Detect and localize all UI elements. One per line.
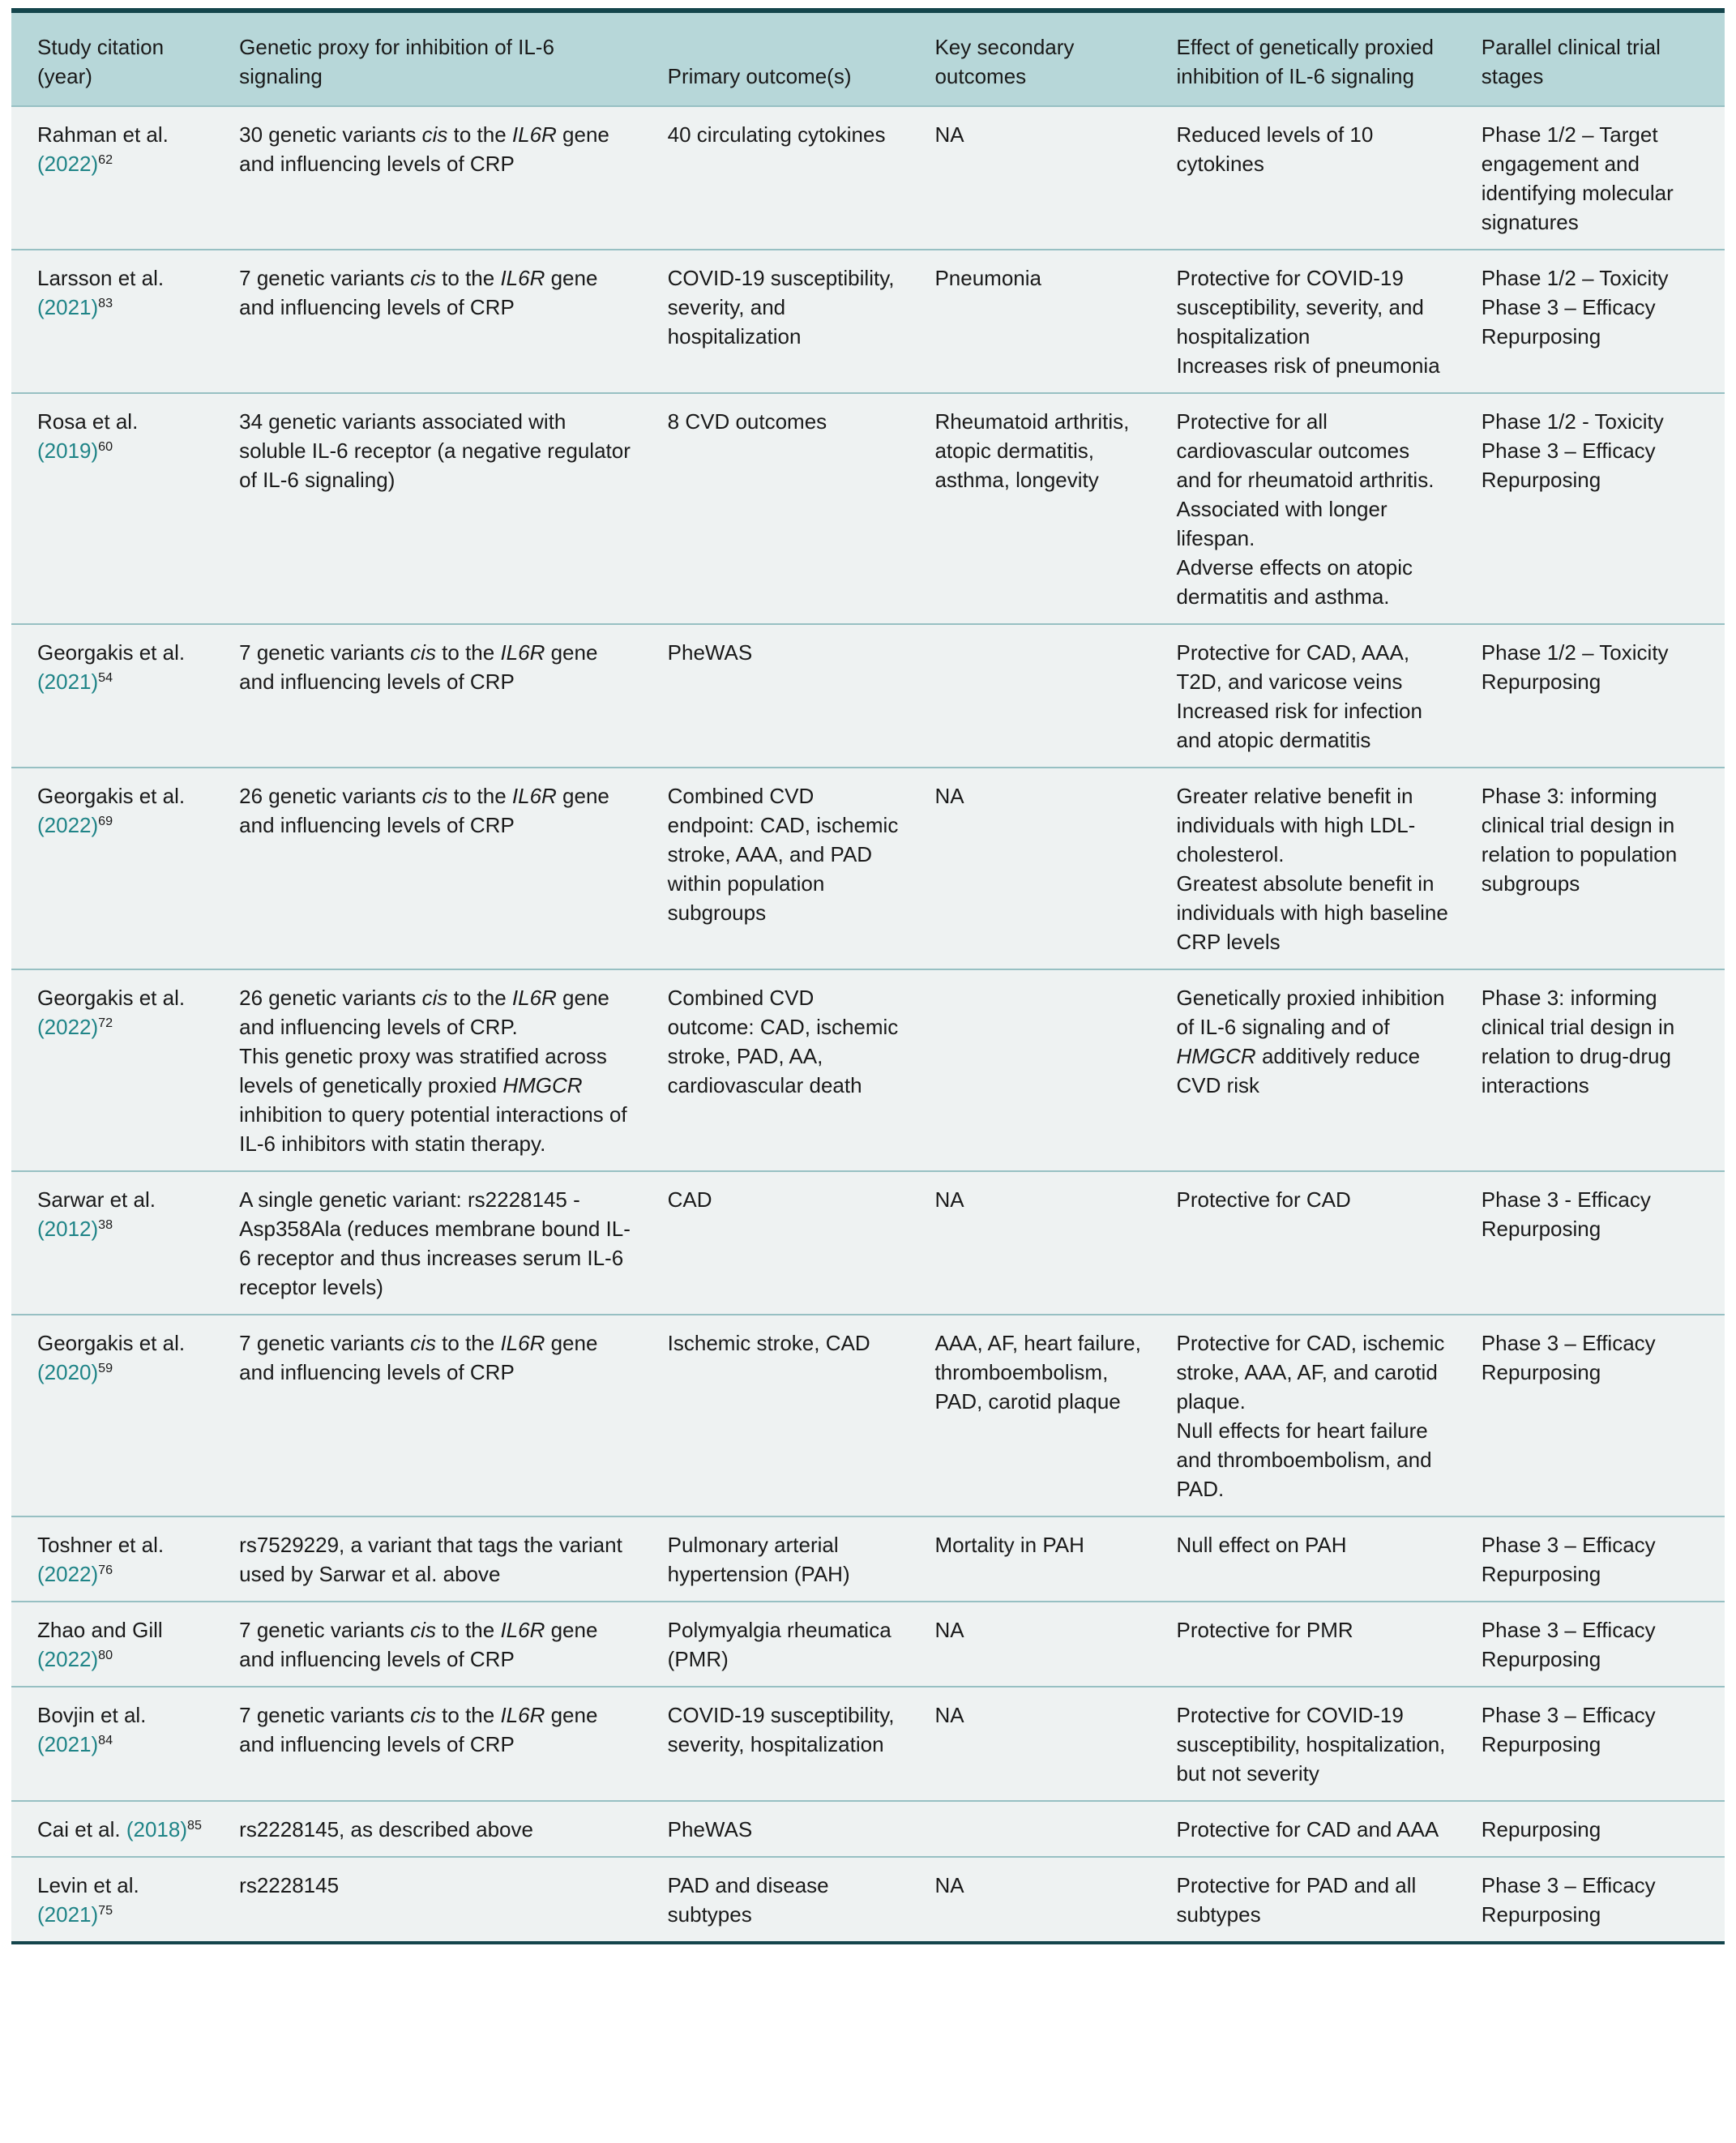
table-row bbox=[11, 393, 1725, 624]
cell-citation: Bovjin et al. $(2021)^{84}$ bbox=[11, 1687, 239, 1801]
cell-genetic_proxy: 7 genetic variants cis to the IL6R gene and influencing levels of CRP bbox=[239, 624, 668, 768]
cell-genetic_proxy: 34 genetic variants associated with soluble IL-6 receptor (a negative regulator of IL-6 signaling) bbox=[239, 393, 668, 624]
cell-trial_stages: Phase 3 – Efficacy Repurposing bbox=[1482, 1315, 1725, 1516]
column-header-primary_outcomes: Primary outcome(s) bbox=[668, 13, 935, 106]
cell-secondary_outcomes bbox=[934, 969, 1176, 1171]
cell-effect: Protective for CAD and AAA bbox=[1177, 1801, 1482, 1857]
reference-link[interactable]: (2020) bbox=[37, 1360, 99, 1384]
cell-effect: Protective for CAD, AAA, T2D, and varicose veins Increased risk for infection and atopic dermatitis bbox=[1177, 624, 1482, 768]
cell-genetic_proxy: rs7529229, a variant that tags the variant used by Sarwar et al. above bbox=[239, 1516, 668, 1602]
cell-citation: Georgakis et al. $(2022)^{72}$ bbox=[11, 969, 239, 1171]
table-header bbox=[11, 13, 1725, 106]
cell-genetic_proxy: 30 genetic variants cis to the IL6R gene and influencing levels of CRP bbox=[239, 106, 668, 250]
reference-link[interactable]: (2012) bbox=[37, 1217, 99, 1241]
cell-genetic_proxy: 7 genetic variants cis to the IL6R gene and influencing levels of CRP bbox=[239, 250, 668, 393]
cell-effect: Reduced levels of 10 cytokines bbox=[1177, 106, 1482, 250]
cell-secondary_outcomes: NA bbox=[934, 768, 1176, 969]
cell-citation: Cai et al. $(2018)^{85}$ bbox=[11, 1801, 239, 1857]
reference-link[interactable]: (2018) bbox=[126, 1817, 187, 1841]
cell-genetic_proxy: 26 genetic variants cis to the IL6R gene and influencing levels of CRP. This genetic proxy was stratified across levels of genetically proxied HMGCR inhibition to query potential interactions of IL-6 inhibitors with statin therapy. bbox=[239, 969, 668, 1171]
studies-table-container bbox=[11, 8, 1725, 1944]
cell-secondary_outcomes: Mortality in PAH bbox=[934, 1516, 1176, 1602]
cell-primary_outcomes: 40 circulating cytokines bbox=[668, 106, 935, 250]
table-row bbox=[11, 624, 1725, 768]
cell-trial_stages: Phase 3 – Efficacy Repurposing bbox=[1482, 1516, 1725, 1602]
cell-genetic_proxy: rs2228145 bbox=[239, 1857, 668, 1941]
cell-trial_stages: Phase 1/2 – Toxicity Repurposing bbox=[1482, 624, 1725, 768]
cell-trial_stages: Phase 3 – Efficacy Repurposing bbox=[1482, 1857, 1725, 1941]
table-row bbox=[11, 1857, 1725, 1941]
column-header-trial_stages: Parallel clinical trial stages bbox=[1482, 13, 1725, 106]
cell-genetic_proxy: A single genetic variant: rs2228145 - Asp358Ala (reduces membrane bound IL-6 receptor and thus increases serum IL-6 receptor levels) bbox=[239, 1171, 668, 1315]
cell-citation: Levin et al. $(2021)^{75}$ bbox=[11, 1857, 239, 1941]
table-row bbox=[11, 250, 1725, 393]
cell-secondary_outcomes: NA bbox=[934, 106, 1176, 250]
reference-link[interactable]: (2022) bbox=[37, 1647, 99, 1671]
cell-effect: Protective for all cardiovascular outcomes and for rheumatoid arthritis. Associated with longer lifespan. Adverse effects on atopic dermatitis and asthma. bbox=[1177, 393, 1482, 624]
cell-genetic_proxy: 26 genetic variants cis to the IL6R gene and influencing levels of CRP bbox=[239, 768, 668, 969]
cell-primary_outcomes: Combined CVD endpoint: CAD, ischemic stroke, AAA, and PAD within population subgroups bbox=[668, 768, 935, 969]
table-row bbox=[11, 1602, 1725, 1687]
table-row bbox=[11, 1687, 1725, 1801]
cell-effect: Greater relative benefit in individuals with high LDL-cholesterol. Greatest absolute benefit in individuals with high baseline CRP levels bbox=[1177, 768, 1482, 969]
reference-link[interactable]: (2021) bbox=[37, 1902, 99, 1927]
column-header-secondary_outcomes: Key secondary outcomes bbox=[934, 13, 1176, 106]
cell-citation: Rosa et al. $(2019)^{60}$ bbox=[11, 393, 239, 624]
cell-citation: Zhao and Gill $(2022)^{80}$ bbox=[11, 1602, 239, 1687]
cell-citation: Georgakis et al. $(2021)^{54}$ bbox=[11, 624, 239, 768]
cell-effect: Protective for PMR bbox=[1177, 1602, 1482, 1687]
cell-trial_stages: Repurposing bbox=[1482, 1801, 1725, 1857]
cell-secondary_outcomes: NA bbox=[934, 1687, 1176, 1801]
table-row bbox=[11, 1516, 1725, 1602]
cell-effect: Protective for COVID-19 susceptibility, severity, and hospitalization Increases risk of pneumonia bbox=[1177, 250, 1482, 393]
cell-secondary_outcomes: NA bbox=[934, 1857, 1176, 1941]
column-header-effect: Effect of genetically proxied inhibition of IL-6 signaling bbox=[1177, 13, 1482, 106]
reference-link[interactable]: (2022) bbox=[37, 1015, 99, 1039]
cell-citation: Georgakis et al. $(2020)^{59}$ bbox=[11, 1315, 239, 1516]
reference-link[interactable]: (2019) bbox=[37, 438, 99, 463]
studies-table bbox=[11, 13, 1725, 1941]
cell-secondary_outcomes: NA bbox=[934, 1602, 1176, 1687]
cell-genetic_proxy: 7 genetic variants cis to the IL6R gene and influencing levels of CRP bbox=[239, 1687, 668, 1801]
cell-trial_stages: Phase 1/2 – Toxicity Phase 3 – Efficacy Repurposing bbox=[1482, 250, 1725, 393]
table-row bbox=[11, 1801, 1725, 1857]
column-header-citation: Study citation (year) bbox=[11, 13, 239, 106]
cell-trial_stages: Phase 3: informing clinical trial design in relation to population subgroups bbox=[1482, 768, 1725, 969]
cell-primary_outcomes: PheWAS bbox=[668, 624, 935, 768]
cell-secondary_outcomes: AAA, AF, heart failure, thromboembolism, PAD, carotid plaque bbox=[934, 1315, 1176, 1516]
cell-effect: Protective for COVID-19 susceptibility, hospitalization, but not severity bbox=[1177, 1687, 1482, 1801]
cell-trial_stages: Phase 1/2 – Target engagement and identifying molecular signatures bbox=[1482, 106, 1725, 250]
cell-primary_outcomes: COVID-19 susceptibility, severity, hospitalization bbox=[668, 1687, 935, 1801]
cell-trial_stages: Phase 3 – Efficacy Repurposing bbox=[1482, 1602, 1725, 1687]
cell-primary_outcomes: Polymyalgia rheumatica (PMR) bbox=[668, 1602, 935, 1687]
cell-primary_outcomes: PAD and disease subtypes bbox=[668, 1857, 935, 1941]
table-row bbox=[11, 768, 1725, 969]
column-header-genetic_proxy: Genetic proxy for inhibition of IL-6 signaling bbox=[239, 13, 668, 106]
cell-primary_outcomes: Pulmonary arterial hypertension (PAH) bbox=[668, 1516, 935, 1602]
cell-effect: Null effect on PAH bbox=[1177, 1516, 1482, 1602]
cell-primary_outcomes: COVID-19 susceptibility, severity, and hospitalization bbox=[668, 250, 935, 393]
cell-primary_outcomes: Ischemic stroke, CAD bbox=[668, 1315, 935, 1516]
cell-primary_outcomes: 8 CVD outcomes bbox=[668, 393, 935, 624]
cell-primary_outcomes: Combined CVD outcome: CAD, ischemic stroke, PAD, AA, cardiovascular death bbox=[668, 969, 935, 1171]
cell-citation: Rahman et al. $(2022)^{62}$ bbox=[11, 106, 239, 250]
cell-primary_outcomes: CAD bbox=[668, 1171, 935, 1315]
reference-link[interactable]: (2022) bbox=[37, 813, 99, 837]
reference-link[interactable]: (2021) bbox=[37, 295, 99, 319]
cell-secondary_outcomes: NA bbox=[934, 1171, 1176, 1315]
cell-trial_stages: Phase 3 – Efficacy Repurposing bbox=[1482, 1687, 1725, 1801]
table-row bbox=[11, 106, 1725, 250]
cell-genetic_proxy: 7 genetic variants cis to the IL6R gene and influencing levels of CRP bbox=[239, 1315, 668, 1516]
cell-effect: Protective for PAD and all subtypes bbox=[1177, 1857, 1482, 1941]
cell-citation: Toshner et al. $(2022)^{76}$ bbox=[11, 1516, 239, 1602]
table-row bbox=[11, 969, 1725, 1171]
cell-effect: Genetically proxied inhibition of IL-6 signaling and of HMGCR additively reduce CVD risk bbox=[1177, 969, 1482, 1171]
reference-link[interactable]: (2021) bbox=[37, 669, 99, 694]
header-row bbox=[11, 13, 1725, 106]
cell-secondary_outcomes bbox=[934, 1801, 1176, 1857]
cell-effect: Protective for CAD, ischemic stroke, AAA, AF, and carotid plaque. Null effects for heart failure and thromboembolism, and PAD. bbox=[1177, 1315, 1482, 1516]
cell-genetic_proxy: rs2228145, as described above bbox=[239, 1801, 668, 1857]
reference-link[interactable]: (2022) bbox=[37, 152, 99, 176]
table-row bbox=[11, 1315, 1725, 1516]
table-row bbox=[11, 1171, 1725, 1315]
cell-secondary_outcomes bbox=[934, 624, 1176, 768]
table-body bbox=[11, 106, 1725, 1941]
cell-genetic_proxy: 7 genetic variants cis to the IL6R gene and influencing levels of CRP bbox=[239, 1602, 668, 1687]
cell-citation: Georgakis et al. $(2022)^{69}$ bbox=[11, 768, 239, 969]
cell-effect: Protective for CAD bbox=[1177, 1171, 1482, 1315]
cell-primary_outcomes: PheWAS bbox=[668, 1801, 935, 1857]
cell-secondary_outcomes: Rheumatoid arthritis, atopic dermatitis, asthma, longevity bbox=[934, 393, 1176, 624]
cell-trial_stages: Phase 1/2 - Toxicity Phase 3 – Efficacy Repurposing bbox=[1482, 393, 1725, 624]
reference-link[interactable]: (2021) bbox=[37, 1732, 99, 1756]
cell-trial_stages: Phase 3: informing clinical trial design in relation to drug-drug interactions bbox=[1482, 969, 1725, 1171]
cell-citation: Larsson et al. $(2021)^{83}$ bbox=[11, 250, 239, 393]
cell-secondary_outcomes: Pneumonia bbox=[934, 250, 1176, 393]
cell-citation: Sarwar et al. $(2012)^{38}$ bbox=[11, 1171, 239, 1315]
cell-trial_stages: Phase 3 - Efficacy Repurposing bbox=[1482, 1171, 1725, 1315]
reference-link[interactable]: (2022) bbox=[37, 1562, 99, 1586]
